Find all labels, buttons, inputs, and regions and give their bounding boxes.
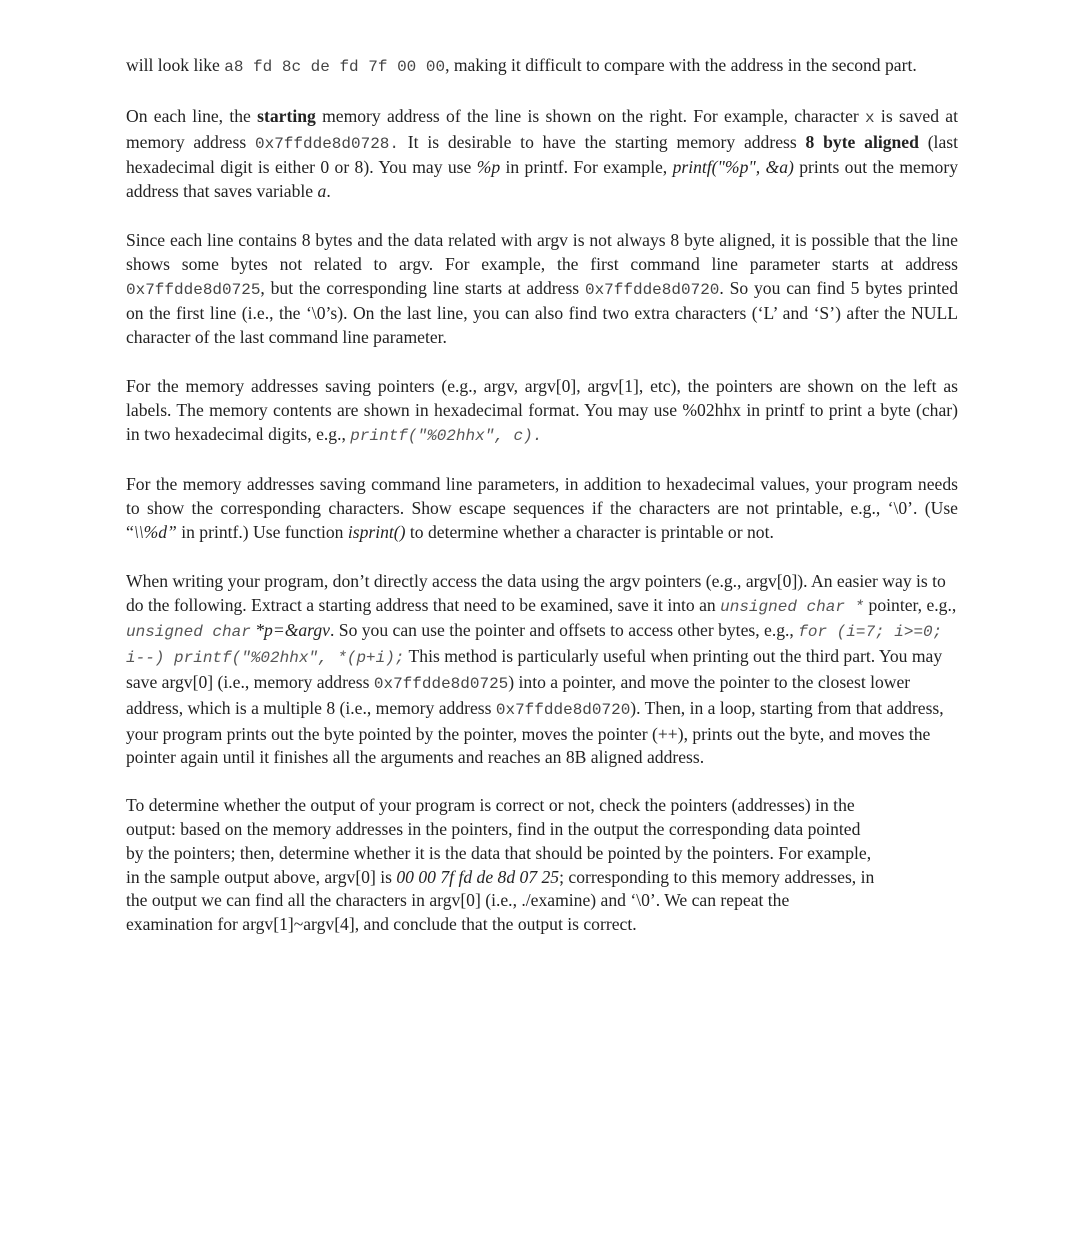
text: prints out the memory address that saves variable (126, 157, 958, 202)
code-printf: printf("%02hhx", c). (350, 426, 543, 445)
italic-escape: \\%d” (133, 521, 177, 542)
text: This method is particularly useful when printing out the third part. You may save argv[0] (i.e., memory address (126, 646, 943, 692)
code-address: 0x7ffdde8d0725 (373, 674, 509, 693)
code-address: 0x7ffdde8d0725 (126, 280, 261, 299)
code-type: unsigned char (126, 623, 251, 642)
text: ) into a pointer, and move the pointer to the closest lower address, which is a multiple 8 (i.e., memory address (126, 671, 911, 718)
paragraph-starting-address (126, 105, 958, 204)
text: , but the corresponding line starts at address (260, 277, 585, 298)
text-line: output: based on the memory addresses in the pointers, find in the output the corresponding data pointed (126, 818, 861, 839)
bold-byte-aligned: 8 byte aligned (805, 131, 919, 152)
paragraph-verification (126, 794, 958, 937)
text: When writing your program, don’t directly access the data using the argv pointers (e.g., argv[0]). An easier way is to do the following. Extract a starting address that need to be examined, save it into an (126, 570, 946, 615)
text-line: the output we can find all the characters in argv[0] (i.e., ./examine) and ‘\0’. We can repeat the (126, 890, 790, 911)
code-address: 0x7ffdde8d0728. (254, 134, 400, 153)
text-line: by the pointers; then, determine whether it is the data that should be pointed by the pointers. For example, (126, 842, 872, 863)
text: ; corresponding to this memory addresses, in (559, 866, 875, 887)
paragraph-alignment (126, 229, 958, 350)
paragraph-pointers (126, 375, 958, 448)
text: , making it difficult to compare with the address in the second part. (445, 55, 917, 75)
text: For the memory addresses saving command line parameters, in addition to hexadecimal values, your program needs to show the corresponding characters. Show escape sequences if the characters are not printable, e.g., ‘\0’. (Use “ (126, 474, 958, 542)
code-address: 0x7ffdde8d0720 (584, 280, 720, 299)
text-line: examination for argv[1]~argv[4], and conclude that the output is correct. (126, 914, 637, 935)
bold-starting: starting (257, 105, 316, 126)
text-line: To determine whether the output of your program is correct or not, check the pointers (addresses) in the (126, 795, 855, 816)
text: in printf. For example, (500, 157, 673, 178)
code-type: unsigned char * (720, 597, 865, 616)
text: will look like (126, 55, 225, 75)
italic-printf: printf("%p", &a) (672, 157, 794, 178)
paragraph-byte-order (126, 54, 958, 80)
code-loop: for (i=7; i>=0; i--) printf("%02hhx", *(p+i); (126, 623, 943, 668)
italic-isprint: isprint() (347, 521, 406, 542)
code-char-x: x (865, 108, 875, 127)
paragraph-writing-program (126, 570, 958, 770)
text: is saved at memory address (126, 105, 958, 152)
text: to determine whether a character is printable or not. (405, 521, 774, 542)
text: ). Then, in a loop, starting from that address, your program prints out the byte pointed by the pointer, moves the pointer (++), prints out the byte, and moves the pointer again until it finishes all the arguments and reaches an 8B aligned address. (126, 697, 944, 768)
text: On each line, the (126, 105, 258, 126)
text: memory address of the line is shown on the right. For example, character (315, 105, 866, 126)
text: . So you can find 5 bytes printed on the first line (i.e., the ‘\0’s). On the last line, you can also find two extra characters (‘L’ and ‘S’) after the NULL character of the last command line parameter. (126, 277, 958, 348)
text: It is desirable to have the starting memory address (399, 131, 806, 152)
text: For the memory addresses saving pointers (e.g., argv, argv[0], argv[1], etc), the pointers are shown on the left as labels. The memory contents are shown in hexadecimal format. You may use %02hhx in printf to print a byte (char) in two hexadecimal digits, e.g., (126, 375, 958, 444)
text-line (126, 866, 958, 890)
text: in printf.) Use function (176, 521, 348, 542)
code-bytes: a8 fd 8c de fd 7f 00 00 (224, 58, 446, 76)
italic-expression: *p=&argv (250, 620, 330, 641)
text: . So you can use the pointer and offsets to access other bytes, e.g., (329, 620, 799, 641)
text: in the sample output above, argv[0] is (126, 866, 397, 887)
text: . (326, 181, 331, 202)
paragraph-command-line (126, 473, 958, 544)
italic-bytes: 00 00 7f fd de 8d 07 25 (396, 866, 560, 887)
text: pointer, e.g., (864, 594, 957, 615)
document-page (126, 54, 958, 937)
text: (last hexadecimal digit is either 0 or 8). You may use (126, 131, 958, 178)
italic-variable: a (317, 181, 327, 202)
code-address: 0x7ffdde8d0720 (495, 700, 631, 719)
italic-format: %p (476, 157, 501, 178)
text: Since each line contains 8 bytes and the data related with argv is not always 8 byte aligned, it is possible that the line shows some bytes not related to argv. For example, the first command line parameter starts at address (126, 229, 958, 274)
